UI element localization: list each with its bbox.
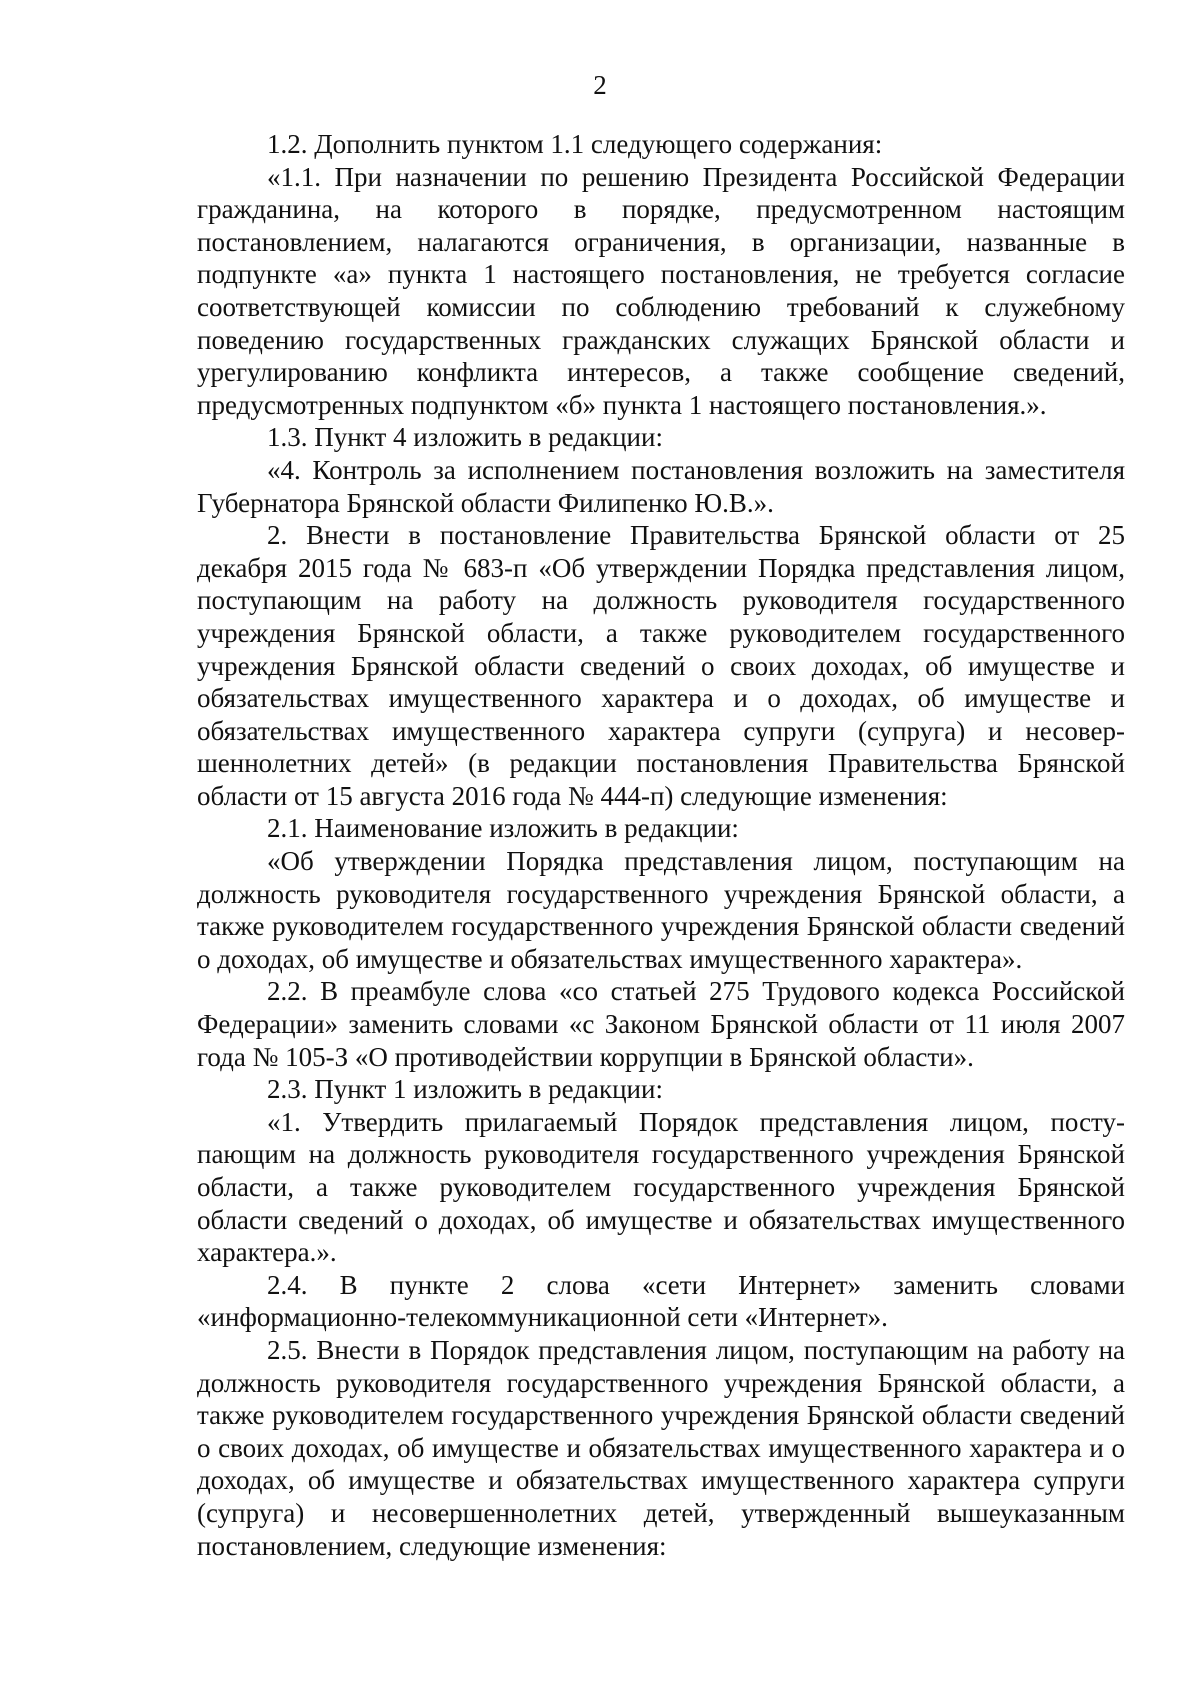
- paragraph-2-1-text: «Об утверждении Порядка представления лицом, поступающим на должность руководителя государственного учреждения Брянской области, а также руководителем государственного учреждения Брянской области сведений о доходах, об имуществе и обязательствах имущественного характера».: [197, 846, 1125, 974]
- paragraph-2-2: 2.2. В преамбуле слова «со статьей 275 Трудового кодекса Российской Федерации» заменить словами «с Законом Брянской области от 11 июля 2007 года № 105-З «О противодействии коррупции в Брянской области».: [197, 976, 1125, 1072]
- paragraph-1-2: 1.2. Дополнить пунктом 1.1 следующего содержания:: [267, 129, 883, 159]
- paragraph-1-3: 1.3. Пункт 4 изложить в редакции:: [267, 422, 663, 453]
- paragraph-2-5: 2.5. Внести в Порядок представления лицом, поступающим на работу на должность руководителя государственного учреждения Брянской области, а также руководителем государственного учреждения Брянской области сведений о своих доходах, об имуществе и обязательствах имущественного характера и о доходах, об имуществе и обязательствах имущественного характера супруги (супруга) и несовершеннолетних детей, утвержденный вышеуказанным постановлением, следующие изменения:: [197, 1334, 1125, 1561]
- paragraph-2-3-text: «1. Утвердить прилагаемый Порядок представления лицом, поступающим на должность руководителя государственного учреждения Брянской области, а также руководителем государственного учреждения Брянской области сведений о доходах, об имуществе и обязательствах имущественного характера.».: [197, 1106, 1125, 1268]
- paragraph-2-4: 2.4. В пункте 2 слова «сети Интернет» заменить словами «информационно-телекоммуникационной сети «Интернет».: [197, 1269, 1125, 1333]
- paragraph-2-1: 2.1. Наименование изложить в редакции:: [267, 813, 739, 844]
- document-body: [197, 128, 1125, 1562]
- paragraph-1-1-text: «1.1. При назначении по решению Президента Российской Федерации гражданина, на которого в порядке, предусмотренном настоящим постановлением, налагаются ограничения, в организации, названные в подпункте «а» пункта 1 настоящего постановления, не требуется согласие соответствующей комиссии по соблюдению требований к служебному поведению государственных гражданских служащих Брянской области и урегулированию конфликта интересов, а также сообщение сведений, предусмотренных подпунктом «б» пункта 1 настоящего постановления.».: [197, 161, 1125, 420]
- page-number: 2: [593, 70, 607, 100]
- paragraph-2: 2. Внести в постановление Правительства Брянской области от 25 декабря 2015 года № 683-п «Об утверждении Порядка представления лицом, поступающим на работу на должность руководителя государственного учреждения Брянской области, а также руководителем государственного учреждения Брянской области сведений о своих доходах, об имуществе и обязательствах имущественного характера и о доходах, об имуществе и обязательствах имущественного характера супруги (супруга) и несовершеннолетних детей» (в редакции постановления Правительства Брянской области от 15 августа 2016 года № 444-п) следующие изменения:: [197, 520, 1125, 811]
- paragraph-2-3: 2.3. Пункт 1 изложить в редакции:: [267, 1074, 663, 1105]
- paragraph-4-text: «4. Контроль за исполнением постановления возложить на заместителя Губернатора Брянской области Филипенко Ю.В.».: [197, 454, 1125, 518]
